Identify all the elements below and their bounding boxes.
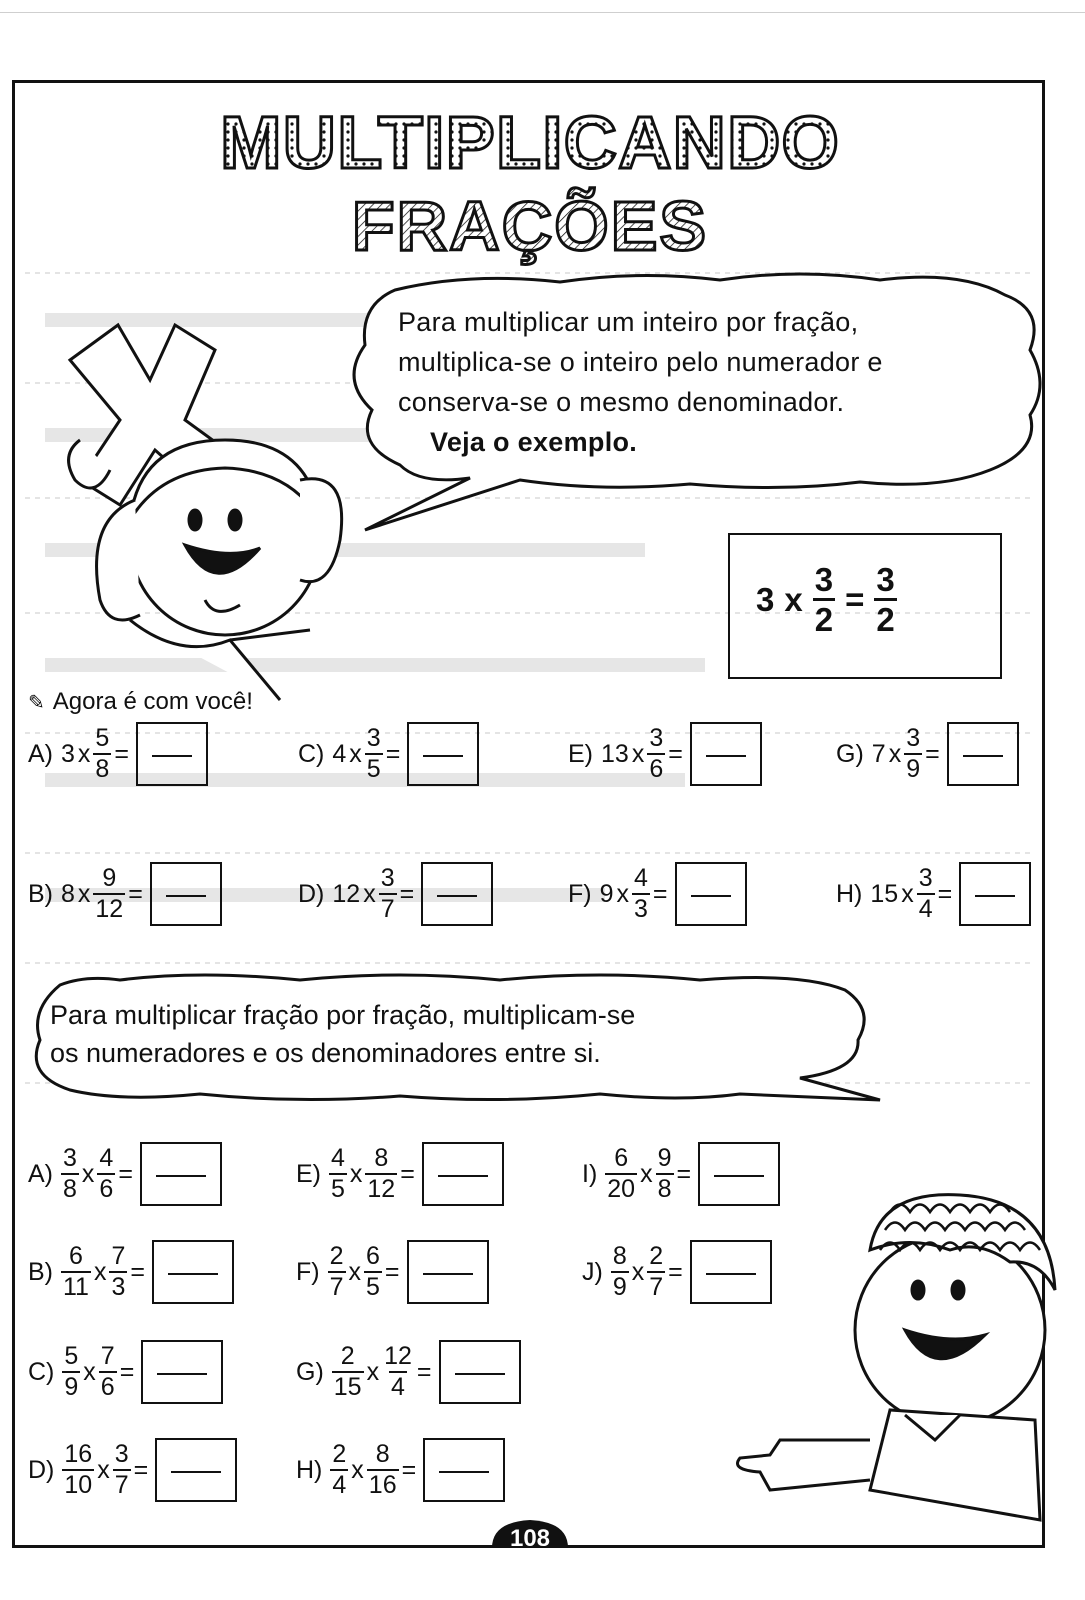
times-sign: x [640, 1159, 653, 1188]
problem-label: F) [296, 1257, 320, 1286]
whole-number: 9 [599, 879, 614, 908]
answer-box[interactable] [422, 1142, 504, 1206]
numerator: 6 [366, 1242, 380, 1270]
problem-label: A) [28, 739, 53, 768]
fraction-1 [330, 1442, 348, 1498]
denominator: 9 [612, 1273, 627, 1301]
problem-label: I) [582, 1159, 598, 1188]
equals-sign: = [130, 1257, 145, 1286]
boy-illustration [738, 1195, 1056, 1520]
numerator: 3 [114, 1440, 129, 1468]
answer-box[interactable] [155, 1438, 237, 1502]
page-number [490, 1522, 570, 1566]
denominator: 7 [114, 1471, 129, 1499]
problem-label: E) [296, 1159, 321, 1188]
problem-2g [296, 1340, 521, 1404]
times-sign: x [77, 739, 91, 768]
page-number-text: 108 [509, 1525, 551, 1552]
equals-sign: = [937, 879, 953, 908]
times-sign: x [631, 1257, 645, 1286]
fraction [365, 726, 383, 782]
numerator: 5 [64, 1342, 79, 1370]
denominator: 4 [332, 1471, 347, 1499]
fraction [904, 726, 922, 782]
fraction [379, 866, 397, 922]
problem-1h [836, 862, 1031, 926]
problem-2d [28, 1438, 237, 1502]
example-numerator: 3 [814, 561, 834, 598]
problem-1e [568, 722, 762, 786]
fraction [93, 866, 125, 922]
answer-box[interactable] [407, 722, 479, 786]
times-sign: x [97, 1455, 110, 1484]
whole-number: 4 [332, 739, 347, 768]
answer-box[interactable] [421, 862, 493, 926]
bubble-2-line-2: os numeradores e os denominadores entre si. [50, 1038, 601, 1068]
problem-label: J) [582, 1257, 603, 1286]
fraction [917, 866, 935, 922]
numerator: 9 [657, 1144, 672, 1172]
whole-number: 15 [870, 879, 899, 908]
equals-sign: = [668, 1257, 683, 1286]
answer-box[interactable] [423, 1438, 505, 1502]
equals-sign: = [128, 879, 143, 908]
example-result-denominator: 2 [874, 598, 896, 636]
problem-2i [582, 1142, 780, 1206]
numerator: 3 [380, 864, 395, 892]
fraction-1 [329, 1146, 347, 1202]
example-result [874, 563, 896, 636]
denominator: 12 [367, 1175, 396, 1203]
times-sign: x [631, 739, 645, 768]
answer-box[interactable] [698, 1142, 780, 1206]
denominator: 12 [95, 895, 124, 923]
fraction-2 [382, 1344, 414, 1400]
problem-2a [28, 1142, 222, 1206]
numerator: 2 [649, 1242, 664, 1270]
example-whole: 3 [756, 580, 775, 618]
problem-2b [28, 1240, 234, 1304]
problem-label: D) [298, 879, 325, 908]
bubble-1-line-2: multiplica-se o inteiro pelo numerador e [398, 347, 883, 377]
whole-number: 8 [61, 879, 75, 908]
equals-sign: = [384, 1257, 400, 1286]
problem-label: E) [568, 739, 593, 768]
fraction-1 [62, 1344, 80, 1400]
denominator: 8 [657, 1175, 672, 1203]
numerator: 8 [374, 1144, 389, 1172]
numerator: 6 [614, 1144, 629, 1172]
problem-2h [296, 1438, 505, 1502]
problem-label: C) [298, 739, 325, 768]
numerator: 12 [384, 1342, 412, 1370]
numerator: 3 [366, 724, 381, 752]
denominator: 5 [331, 1175, 345, 1203]
problem-1c [298, 722, 479, 786]
bubble-1-line-1: Para multiplicar um inteiro por fração, [398, 307, 859, 337]
numerator: 3 [906, 724, 921, 752]
example-fraction [813, 563, 835, 636]
denominator: 7 [649, 1273, 664, 1301]
times-sign: x [351, 1455, 364, 1484]
numerator: 2 [329, 1242, 344, 1270]
example-equals: = [845, 580, 865, 618]
fraction-1 [332, 1344, 364, 1400]
numerator: 9 [102, 864, 117, 892]
equals-sign: = [925, 739, 940, 768]
title-line-1: MULTIPLICANDO [220, 101, 840, 184]
problem-1a [28, 722, 208, 786]
problem-1f [568, 862, 747, 926]
answer-box[interactable] [690, 722, 762, 786]
problem-label: B) [28, 879, 53, 908]
numerator: 7 [100, 1342, 115, 1370]
example-result-numerator: 3 [876, 561, 895, 598]
whole-number: 13 [601, 739, 629, 768]
denominator: 3 [111, 1273, 126, 1301]
times-sign: x [888, 739, 902, 768]
answer-box[interactable] [136, 722, 208, 786]
fraction-1 [61, 1244, 91, 1300]
bubble-1-text [398, 302, 1018, 462]
times-sign: x [77, 879, 91, 908]
problem-2j [582, 1240, 772, 1304]
equals-sign: = [652, 879, 668, 908]
denominator: 8 [63, 1175, 77, 1203]
bubble-2-line-1: Para multiplicar fração por fração, multiplicam-se [50, 1000, 636, 1030]
example-times: x [784, 580, 803, 618]
equals-sign: = [399, 879, 415, 908]
answer-box[interactable] [150, 862, 222, 926]
equals-sign: = [133, 1455, 149, 1484]
problem-1g [836, 722, 1019, 786]
times-sign: x [81, 1159, 95, 1188]
problem-label: H) [836, 879, 863, 908]
problem-label: B) [28, 1257, 53, 1286]
numerator: 2 [332, 1440, 347, 1468]
fraction-1 [328, 1244, 346, 1300]
denominator: 6 [649, 755, 664, 783]
answer-box[interactable] [959, 862, 1031, 926]
numerator: 5 [95, 724, 110, 752]
whole-number: 12 [332, 879, 361, 908]
denominator: 4 [918, 895, 933, 923]
equals-sign: = [400, 1159, 415, 1188]
answer-box[interactable] [690, 1240, 772, 1304]
denominator: 5 [366, 1273, 380, 1301]
bubble-1-emphasis: Veja o exemplo. [430, 427, 638, 457]
fraction-2 [365, 1146, 397, 1202]
equals-sign: = [676, 1159, 692, 1188]
whole-number: 3 [61, 739, 75, 768]
denominator: 20 [607, 1175, 636, 1203]
answer-box[interactable] [141, 1340, 223, 1404]
problem-label: G) [836, 739, 864, 768]
denominator: 5 [366, 755, 381, 783]
fraction-2 [109, 1244, 127, 1300]
equals-sign: = [114, 739, 129, 768]
times-sign: x [348, 1257, 362, 1286]
numerator: 4 [634, 864, 648, 892]
problem-label: D) [28, 1455, 55, 1484]
times-sign: x [901, 879, 914, 908]
fraction-2 [647, 1244, 665, 1300]
fraction-2 [364, 1244, 382, 1300]
problem-label: A) [28, 1159, 53, 1188]
problem-label: G) [296, 1357, 324, 1386]
equals-sign: = [118, 1159, 133, 1188]
times-sign: x [349, 1159, 363, 1188]
problem-label: H) [296, 1455, 323, 1484]
prompt [28, 688, 253, 716]
equals-sign: = [385, 739, 401, 768]
problem-label: F) [568, 879, 592, 908]
denominator: 8 [95, 755, 110, 783]
answer-box[interactable] [152, 1240, 234, 1304]
numerator: 4 [331, 1144, 345, 1172]
equals-sign: = [119, 1357, 135, 1386]
answer-box[interactable] [947, 722, 1019, 786]
equals-sign: = [401, 1455, 417, 1484]
denominator: 11 [63, 1273, 89, 1301]
example-box [728, 533, 1002, 679]
bubble-1-line-3: conserva-se o mesmo denominador. [398, 387, 845, 417]
denominator: 4 [391, 1373, 405, 1401]
prompt-text: Agora é com você! [52, 688, 253, 715]
answer-box[interactable] [407, 1240, 489, 1304]
numerator: 4 [99, 1144, 114, 1172]
equals-sign: = [416, 1357, 432, 1386]
fraction-2 [97, 1146, 115, 1202]
numerator: 7 [111, 1242, 126, 1270]
numerator: 16 [64, 1440, 93, 1468]
fraction-2 [656, 1146, 674, 1202]
denominator: 15 [333, 1373, 362, 1401]
answer-box[interactable] [140, 1142, 222, 1206]
bubble-2-text [50, 996, 870, 1072]
answer-box[interactable] [439, 1340, 521, 1404]
pencil-icon: ✎ [28, 691, 45, 714]
numerator: 6 [69, 1242, 83, 1270]
problem-1b [28, 862, 222, 926]
problem-2c [28, 1340, 223, 1404]
numerator: 8 [612, 1242, 627, 1270]
numerator: 3 [649, 724, 664, 752]
fraction-2 [113, 1442, 131, 1498]
answer-box[interactable] [675, 862, 747, 926]
numerator: 3 [63, 1144, 77, 1172]
fraction-2 [99, 1344, 117, 1400]
times-sign: x [93, 1257, 107, 1286]
times-sign: x [366, 1357, 380, 1386]
times-sign: x [83, 1357, 96, 1386]
problem-2e [296, 1142, 504, 1206]
fraction-1 [605, 1146, 637, 1202]
times-sign: x [349, 739, 362, 768]
numerator: 8 [375, 1440, 390, 1468]
example-equation [756, 563, 897, 636]
fraction [647, 726, 665, 782]
denominator: 3 [634, 895, 648, 923]
numerator: 2 [340, 1342, 355, 1370]
denominator: 10 [64, 1471, 93, 1499]
fraction-1 [62, 1442, 94, 1498]
denominator: 6 [99, 1175, 114, 1203]
fraction [632, 866, 650, 922]
title-line-2: FRAÇÕES [351, 187, 709, 265]
girl-illustration [69, 325, 342, 700]
fraction-1 [61, 1146, 79, 1202]
times-sign: x [616, 879, 630, 908]
problem-2f [296, 1240, 489, 1304]
whole-number: 7 [871, 739, 886, 768]
equals-sign: = [668, 739, 683, 768]
numerator: 3 [918, 864, 933, 892]
fraction [93, 726, 111, 782]
fraction-2 [367, 1442, 399, 1498]
denominator: 9 [64, 1373, 79, 1401]
denominator: 7 [329, 1273, 344, 1301]
denominator: 7 [380, 895, 395, 923]
example-denominator: 2 [813, 598, 835, 636]
denominator: 9 [906, 755, 921, 783]
fraction-1 [611, 1244, 629, 1300]
times-sign: x [363, 879, 376, 908]
problem-label: C) [28, 1357, 55, 1386]
problem-1d [298, 862, 493, 926]
denominator: 16 [368, 1471, 397, 1499]
denominator: 6 [100, 1373, 115, 1401]
